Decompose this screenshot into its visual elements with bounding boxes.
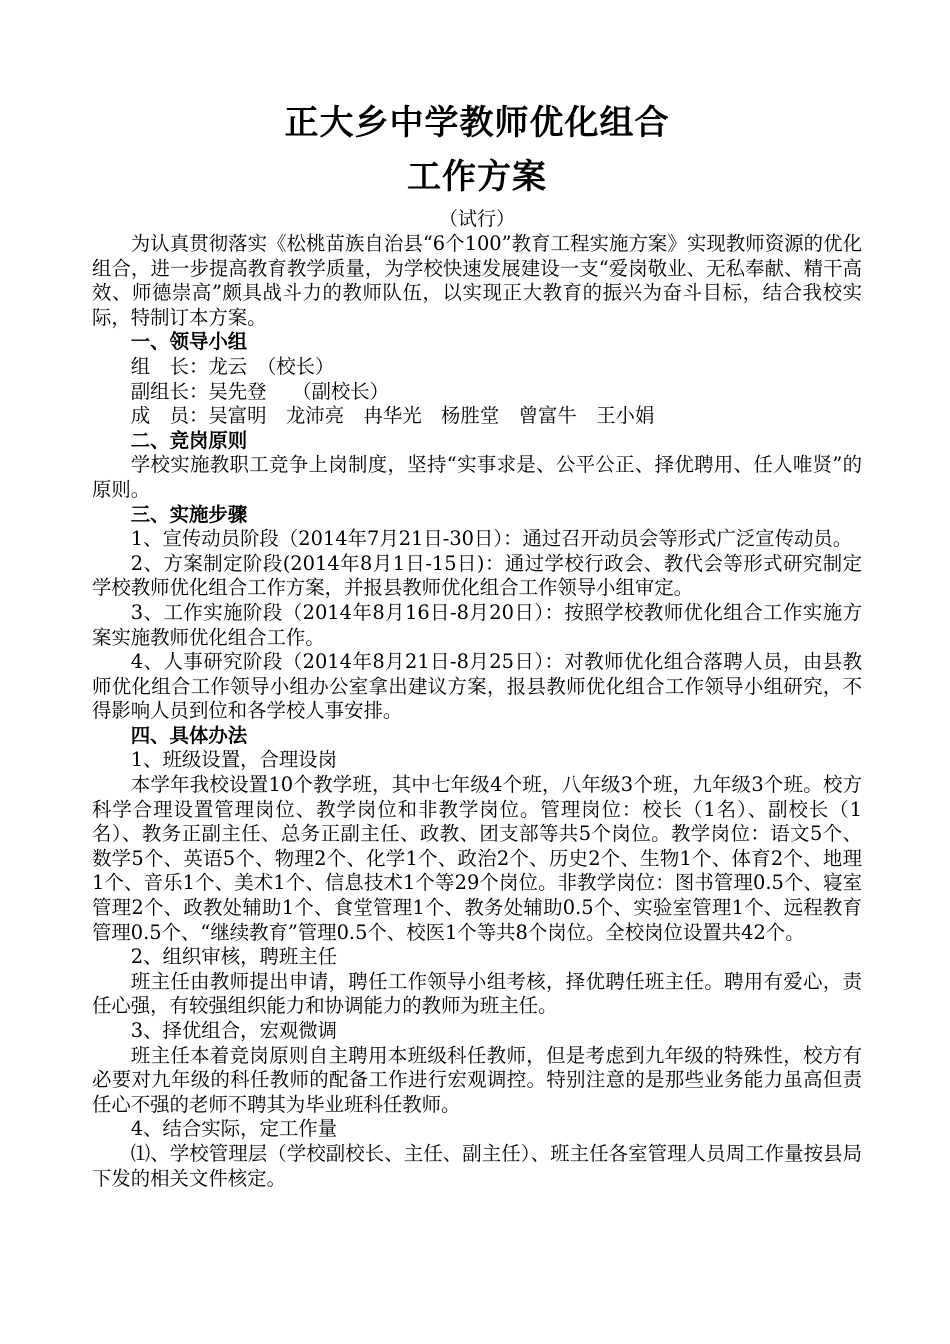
- section4-heading: 四、具体办法: [130, 723, 248, 747]
- item1-paragraph: 本学年我校设置10个教学班，其中七年级4个班，八年级3个班，九年级3个班。校方科学合理设置管理岗位、教学岗位和非教学岗位。管理岗位：校长（1名）、副校长（1名）、教务正副主任、总务正副主任、政教、团支部等共5个岗位。教学岗位：语文5个、数学5个、英语5个、物理2个、化学1个、政治2个、历史2个、生物1个、体育2个、地理1个、音乐1个、美术1个、信息技术1个等29个岗位。非教学岗位：图书管理0.5个、寝室管理2个、政教处辅助1个、食堂管理1个、教务处辅助0.5个、实验室管理1个、远程教育管理0.5个、“继续教育”管理0.5个、校医1个等共8个岗位。全校岗位设置共42个。: [92, 773, 862, 944]
- step1-paragraph: 1、宣传动员阶段（2014年7月21日-30日）：通过召开动员会等形式广泛宣传动员。: [130, 527, 853, 551]
- item4-title: 4、结合实际，定工作量: [130, 1117, 338, 1141]
- section1-heading: 一、领导小组: [130, 330, 248, 354]
- item3-title: 3、择优组合，宏观微调: [130, 1019, 338, 1042]
- document-page: [92, 96, 862, 1191]
- section3-heading: 三、实施步骤: [130, 502, 248, 526]
- step3-paragraph: 3、工作实施阶段（2014年8月16日-8月20日）：按照学校教师优化组合工作实施方案实施教师优化组合工作。: [92, 600, 862, 649]
- step4-paragraph: 4、人事研究阶段（2014年8月21日-8月25日）：对教师优化组合落聘人员，由县教师优化组合工作领导小组办公室拿出建议方案，报县教师优化组合工作领导小组研究，不得影响人员到位和各学校人事安排。: [92, 650, 862, 723]
- item3-paragraph: 班主任本着竞岗原则自主聘用本班级科任教师，但是考虑到九年级的特殊性，校方有必要对九年级的科任教师的配备工作进行宏观调控。特别注意的是那些业务能力虽高但责任心不强的老师不聘其为毕业班科任教师。: [92, 1043, 862, 1116]
- leader-line: 组 长：龙云 （校长）: [130, 354, 335, 378]
- document-title-line2: 工作方案: [407, 157, 547, 197]
- section2-heading: 二、竞岗原则: [130, 428, 248, 452]
- item2-paragraph: 班主任由教师提出申请，聘任工作领导小组考核，择优聘任班主任。聘用有爱心，责任心强，有较强组织能力和协调能力的教师为班主任。: [92, 969, 862, 1018]
- item4-paragraph: ⑴、学校管理层（学校副校长、主任、副主任）、班主任各室管理人员周工作量按县局下发的相关文件核定。: [92, 1141, 862, 1190]
- deputy-line: 副组长：吴先登 （副校长）: [130, 379, 390, 403]
- section2-text: 学校实施教职工竞争上岗制度，坚持“实事求是、公平公正、择优聘用、任人唯贤”的原则。: [92, 453, 862, 501]
- document-subtitle: （试行）: [438, 208, 515, 230]
- document-body: [92, 232, 862, 1191]
- step2-paragraph: 2、方案制定阶段(2014年8月1日-15日)：通过学校行政会、教代会等形式研究制定学校教师优化组合工作方案，并报县教师优化组合工作领导小组审定。: [92, 551, 862, 600]
- item1-title: 1、班级设置，合理设岗: [130, 748, 338, 772]
- item2-title: 2、组织审核，聘班主任: [130, 945, 338, 969]
- document-title-line1: 正大乡中学教师优化组合: [284, 103, 670, 143]
- intro-paragraph: 为认真贯彻落实《松桃苗族自治县“6个100”教育工程实施方案》实现教师资源的优化组合，进一步提高教育教学质量，为学校快速发展建设一支“爱岗敬业、无私奉献、精干高效、师德崇高”颇具战斗力的教师队伍，以实现正大教育的振兴为奋斗目标，结合我校实际，特制订本方案。: [92, 232, 862, 329]
- members-line: 成 员：吴富明 龙沛亮 冉华光 杨胜堂 曾富牛 王小娟: [130, 404, 655, 428]
